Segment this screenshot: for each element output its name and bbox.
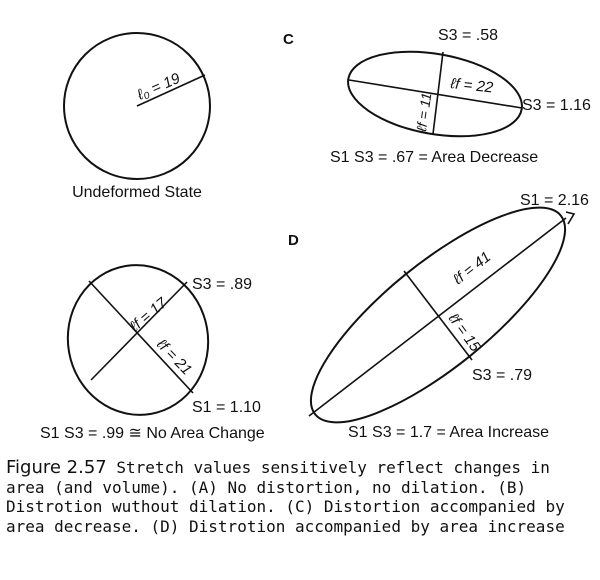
panel-d-letter: D [288,232,299,249]
panel-d-s3-label: S3 = .79 [472,367,533,384]
panel-a [64,33,210,201]
undeformed-state-label: Undeformed State [72,184,202,201]
panel-c-result-label: S1 S3 = .67 = Area Decrease [330,149,539,166]
figure-number: Figure 2.57 [6,457,107,478]
panel-c [283,27,591,166]
panel-c-letter: C [283,31,294,48]
initial-length-label: ℓ₀ = 19 [134,69,183,104]
panel-d-major-axis [309,218,566,416]
panel-c-minor-length-label: ℓf = 11 [413,91,435,133]
panel-b-axis-1 [89,281,196,393]
panel-c-s3-top-label: S3 = .58 [438,27,499,44]
panel-b-length-label-1: ℓf = 17 [126,294,171,336]
panel-b-s3-label: S3 = .89 [192,276,253,293]
figure-caption [6,458,594,536]
panel-d-s1-leader [566,212,574,224]
panel-b-result-label: S1 S3 = .99 ≅ No Area Change [40,425,265,442]
panel-d-major-length-label: ℓf = 41 [449,248,495,289]
panel-c-s3-right-label: S3 = 1.16 [522,97,591,114]
panel-d-minor-length-label: ℓf = 15 [444,310,484,355]
panel-b-s1-label: S1 = 1.10 [192,399,261,416]
panel-c-major-axis [349,80,522,108]
panel-d [282,175,593,455]
panel-b-length-label-2: ℓf = 21 [153,335,196,379]
caption-text: Stretch values sensitively reflect changes in area (and volume). (A) No distortion, no dilation. (B) Distrotion wuthout dilation. (C) Distortion accompanied by area decrease. (D) Distrotion accompanied by area increase [6,458,565,536]
panel-c-minor-axis [433,52,443,134]
panel-d-s1-label: S1 = 2.16 [520,192,589,209]
panel-d-result-label: S1 S3 = 1.7 = Area Increase [348,424,550,441]
panel-b [40,254,265,442]
panel-c-major-length-label: ℓf = 22 [449,75,494,97]
